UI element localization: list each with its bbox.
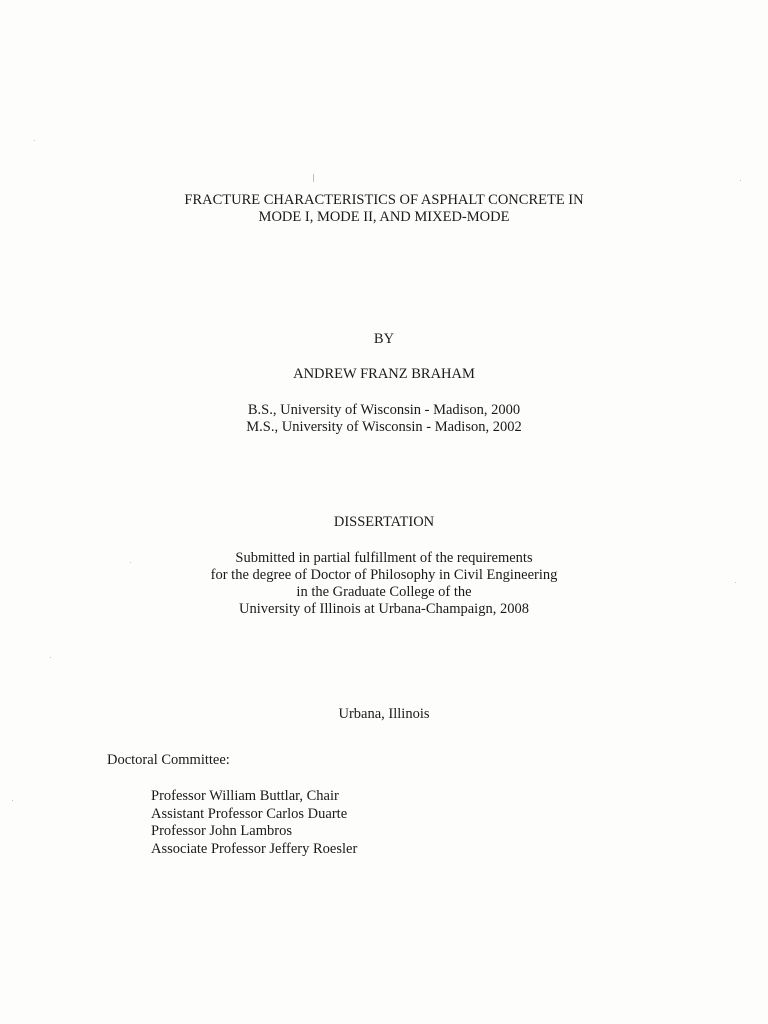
title-line-2: MODE I, MODE II, AND MIXED-MODE (258, 209, 510, 225)
committee-member: Associate Professor Jeffery Roesler (151, 840, 358, 857)
committee-member: Assistant Professor Carlos Duarte (151, 805, 348, 822)
scan-speck (735, 582, 736, 583)
location: Urbana, Illinois (338, 706, 430, 722)
submission-line-3: in the Graduate College of the (296, 584, 472, 600)
degree-ms: M.S., University of Wisconsin - Madison, 2002 (246, 419, 522, 435)
committee-member: Professor William Buttlar, Chair (151, 788, 339, 804)
scan-speck (50, 657, 51, 658)
committee-member: Professor John Lambros (151, 823, 292, 839)
by-label: BY (373, 331, 395, 347)
committee-label: Doctoral Committee: (107, 752, 230, 768)
title-line-1: FRACTURE CHARACTERISTICS OF ASPHALT CONCRETE IN (184, 192, 584, 208)
submission-line-4: University of Illinois at Urbana-Champaign, 2008 (239, 601, 529, 617)
prior-degrees (0, 402, 768, 436)
degree-bs: B.S., University of Wisconsin - Madison, 2000 (247, 402, 521, 418)
author-name: ANDREW FRANZ BRAHAM (293, 366, 475, 382)
scan-speck (12, 800, 13, 801)
scan-speck (34, 140, 35, 141)
submission-line-2: for the degree of Doctor of Philosophy in Civil Engineering (210, 567, 558, 583)
document-type: DISSERTATION (333, 514, 435, 530)
submission-statement (0, 550, 768, 618)
scan-speck (740, 180, 741, 181)
scan-speck (130, 562, 131, 563)
scan-speck (313, 174, 314, 182)
committee-members (151, 788, 357, 858)
submission-line-1: Submitted in partial fulfillment of the requirements (235, 550, 533, 566)
dissertation-title (0, 192, 768, 226)
